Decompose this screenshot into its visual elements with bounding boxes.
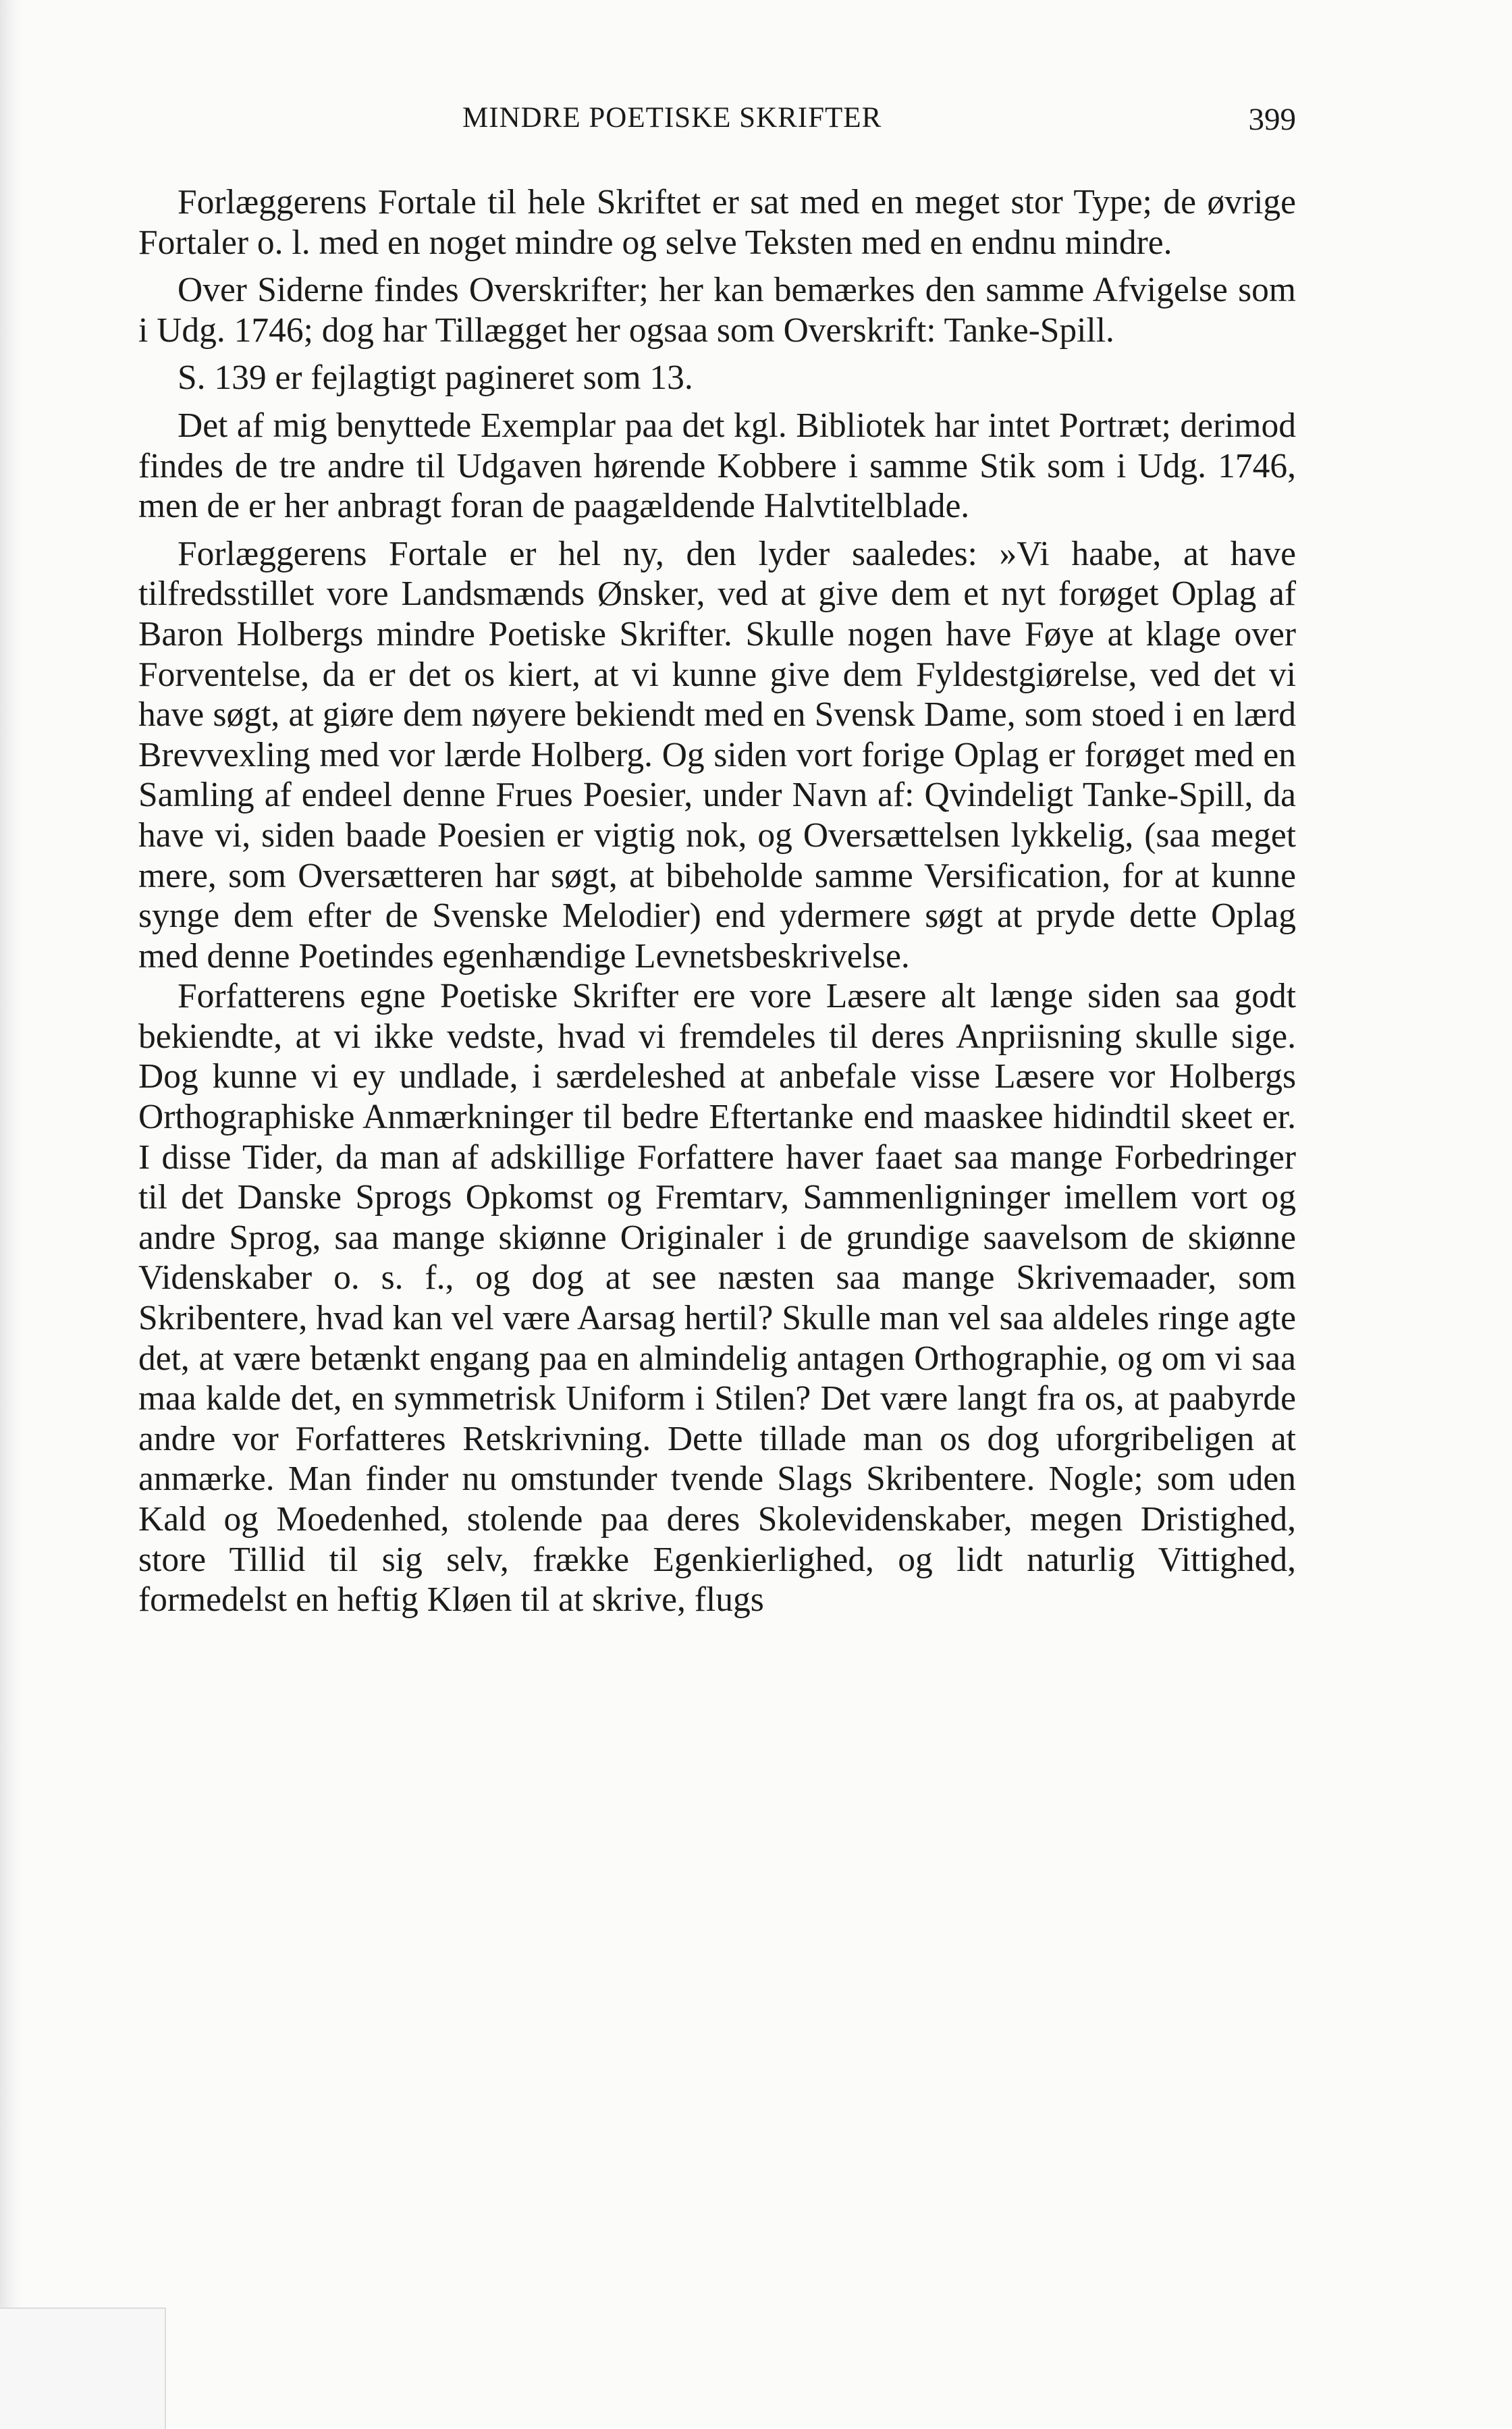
paragraph: Forlæggerens Fortale til hele Skriftet er sat med en meget stor Type; de øvrige Fortaler o. l. med en noget mindre og selve Teksten med en endnu mindre. <box>138 183 1296 262</box>
paragraph: Forlæggerens Fortale er hel ny, den lyder saaledes: »Vi haabe, at have tilfredsstillet vore Landsmænds Ønsker, ved at give dem et nyt forøget Oplag af Baron Holbergs mindre Poetiske Skrifter. Skulle nogen have Føye at klage over Forventelse, da er det os kiert, at vi kunne give dem Fyldestgiørelse, ved det vi have søgt, at giøre dem nøyere bekiendt med en Svensk Dame, som stoed i en lærd Brevvexling med vor lærde Holberg. Og siden vort forige Oplag er forøget med en Samling af endeel denne Frues Poesier, under Navn af: Qvindeligt Tanke-Spill, da have vi, siden baade Poesien er vigtig nok, og Oversættelsen lykkelig, (saa meget mere, som Oversætteren har søgt, at bibeholde samme Versification, for at kunne synge dem efter de Svenske Melodier) end ydermere søgt at pryde dette Oplag med denne Poetindes egenhændige Levnetsbeskrivelse. <box>138 534 1296 976</box>
page-number: 399 <box>1248 102 1296 137</box>
paragraph: Det af mig benyttede Exemplar paa det kgl. Bibliotek har intet Portræt; derimod findes de tre andre til Udgaven hørende Kobbere i samme Stik som i Udg. 1746, men de er her anbragt foran de paagældende Halvtitelblade. <box>138 406 1296 526</box>
page-gutter-shadow <box>0 0 23 2428</box>
running-title: MINDRE POETISKE SKRIFTER <box>462 102 882 134</box>
scan-corner-mark <box>0 2307 166 2429</box>
paragraph: Forfatterens egne Poetiske Skrifter ere vore Læsere alt længe siden saa godt bekiendte, at vi ikke vedste, hvad vi fremdeles til deres Anpriisning skulle sige. Dog kunne vi ey undlade, i særdeleshed at anbefale visse Læsere vor Holbergs Orthographiske Anmærkninger til bedre Eftertanke end maaskee hidindtil skeet er. I disse Tider, da man af adskillige Forfattere haver faaet saa mange Forbedringer til det Danske Sprogs Opkomst og Fremtarv, Sammenligninger imellem vort og andre Sprog, saa mange skiønne Originaler i de grundige saavelsom de skiønne Videnskaber o. s. f., og dog at see næsten saa mange Skrivemaader, som Skribentere, hvad kan vel være Aarsag hertil? Skulle man vel saa aldeles ringe agte det, at være betænkt engang paa en almindelig antagen Orthographie, og om vi saa maa kalde det, en symmetrisk Uniform i Stilen? Det være langt fra os, at paabyrde andre vor Forfatteres Retskrivning. Dette tillade man os dog uforgribeligen at anmærke. Man finder nu omstunder tvende Slags Skribentere. Nogle; som uden Kald og Moedenhed, stolende paa deres Skolevidenskaber, megen Dristighed, store Tillid til sig selv, frække Egenkierlighed, og lidt naturlig Vittighed, formedelst en heftig Kløen til at skrive, flugs <box>138 977 1296 1620</box>
running-header <box>138 101 1296 144</box>
paragraph: S. 139 er fejlagtigt pagineret som 13. <box>178 358 693 398</box>
paragraph: Over Siderne findes Overskrifter; her kan bemærkes den samme Afvigelse som i Udg. 1746; dog har Tillægget her ogsaa som Overskrift: Tanke-Spill. <box>138 271 1296 350</box>
body-text <box>138 182 1296 1620</box>
